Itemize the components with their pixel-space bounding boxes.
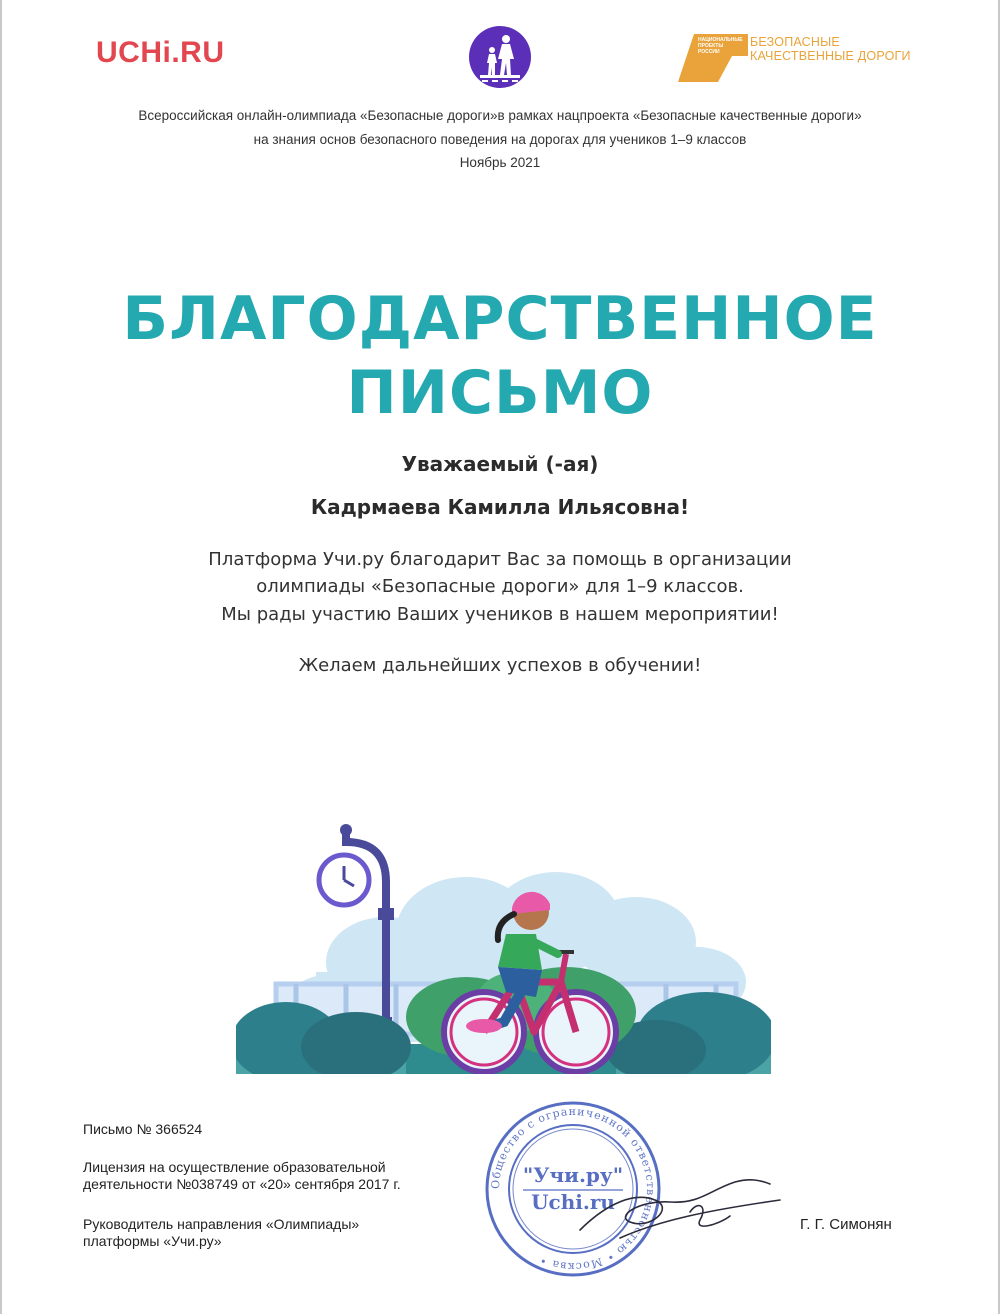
- subtitle-line2: на знания основ безопасного поведения на дорогах для учеников 1–9 классов: [253, 132, 747, 147]
- seal-center-line1: "Учи.ру": [522, 1163, 624, 1187]
- national-logo-line1: БЕЗОПАСНЫЕ: [750, 35, 840, 49]
- national-projects-logo: [678, 34, 911, 84]
- letter-number: Письмо № 366524: [83, 1121, 203, 1137]
- safe-roads-logo-icon: [468, 25, 532, 89]
- handwritten-signature: [560, 1160, 790, 1250]
- uchi-logo: UCHi.RU: [96, 36, 225, 69]
- national-projects-small-text: НАЦИОНАЛЬНЫЕ ПРОЕКТЫ РОССИИ: [698, 37, 743, 55]
- girl-on-bicycle-illustration: [236, 822, 771, 1074]
- license-line1: Лицензия на осуществление образовательной: [83, 1159, 386, 1175]
- seal-center-line2: Uchi.ru: [531, 1190, 615, 1214]
- body-line1: Платформа Учи.ру благодарит Вас за помощь в организации: [208, 549, 792, 570]
- signer-name: Г. Г. Симонян: [800, 1216, 892, 1233]
- head-position-line1: Руководитель направления «Олимпиады»: [83, 1216, 360, 1232]
- body-line3: Мы рады участию Ваших учеников в нашем мероприятии!: [221, 604, 779, 625]
- national-logo-line2: КАЧЕСТВЕННЫЕ ДОРОГИ: [750, 49, 911, 63]
- subtitle-date: Ноябрь 2021: [459, 155, 541, 170]
- seal-ring-text: Общество с ограниченной ответственностью • Москва •: [488, 1104, 658, 1274]
- title-line2: ПИСЬМО: [346, 358, 654, 428]
- head-position-line2: платформы «Учи.ру»: [83, 1233, 222, 1249]
- body-wish: Желаем дальнейших успехов в обучении!: [298, 655, 702, 676]
- license-line2: деятельности №038749 от «20» сентября 2017 г.: [83, 1176, 401, 1192]
- body-line2: олимпиады «Безопасные дороги» для 1–9 классов.: [256, 576, 744, 597]
- subtitle-line1: Всероссийская онлайн-олимпиада «Безопасные дороги»в рамках нацпроекта «Безопасные качественные дороги»: [138, 108, 862, 123]
- title-line1: БЛАГОДАРСТВЕННОЕ: [122, 284, 878, 354]
- recipient-name: Кадрмаева Камилла Ильясовна!: [310, 495, 690, 519]
- salutation: Уважаемый (-ая): [401, 452, 599, 476]
